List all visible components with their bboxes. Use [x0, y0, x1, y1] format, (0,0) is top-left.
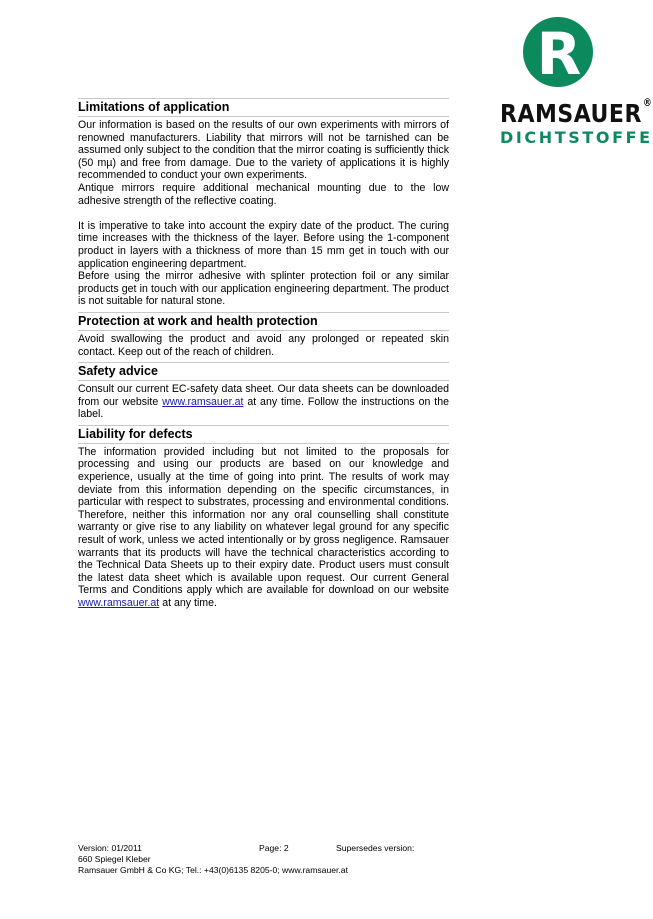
section-health-protection	[78, 312, 449, 358]
paragraph-text: Consult our current EC-safety data sheet. Our data sheets can be downloaded from our website	[78, 383, 449, 408]
document-body	[78, 98, 449, 610]
brand-tagline: DICHTSTOFFE	[500, 128, 653, 147]
paragraph-text: The information provided including but not limited to the proposals for processing and using our products are based on our knowledge and experience, usually at the time of going into print. The results of work may deviate from this information depending on the specific circumstances, in particular with respect to substrates, processing and environmental conditions. Therefore, neither this information nor any oral counselling shall constitute warranty or give rise to any liability on whatever legal ground for any specific result of work, unless we acted intentionally or by gross negligence. Ramsauer warrants that its products will have the technical characteristics according to the Technical Data Sheets up to their expiry date. Product users must consult the latest data sheet which is available upon request. Our current General Terms and Conditions apply which are available for download on our website	[78, 445, 449, 597]
website-link[interactable]: www.ramsauer.at	[78, 597, 160, 609]
brand-name	[500, 97, 653, 129]
paragraph: Our information is based on the results of our own experiments with mirrors of renowned manufacturers. Liability that mirrors will not be tarnished can be assumed only subject to the condition that the mirror coating is sufficiently thick (50 mµ) and free from damage. Due to the variety of applications it is highly recommended to conduct your own experiments.	[78, 119, 449, 182]
footer-version: Version: 01/2011	[78, 843, 142, 853]
paragraph: Avoid swallowing the product and avoid any prolonged or repeated skin contact. Keep out of the reach of children.	[78, 332, 449, 358]
brand-name-text: RAMSAUER	[500, 100, 642, 129]
footer-company: Ramsauer GmbH & Co KG; Tel.: +43(0)6135 8205-0; www.ramsauer.at	[78, 865, 348, 875]
section-title: Safety advice	[78, 362, 449, 381]
paragraph-gap	[78, 207, 449, 220]
section-safety-advice	[78, 362, 449, 421]
section-title: Liability for defects	[78, 425, 449, 444]
footer-product: 660 Spiegel Kleber	[78, 854, 151, 864]
paragraph-text: at any time. Follow the instructions on the label.	[78, 395, 449, 421]
section-title: Protection at work and health protection	[78, 312, 449, 331]
footer-meta-row	[78, 843, 478, 854]
paragraph: Before using the mirror adhesive with splinter protection foil or any similar products get in touch with our application engineering department. The product is not suitable for natural stone.	[78, 270, 449, 308]
footer-supersedes: Supersedes version:	[336, 843, 415, 853]
page-footer	[78, 843, 478, 876]
section-liability	[78, 425, 449, 610]
paragraph: Antique mirrors require additional mechanical mounting due to the low adhesive strength of the reflective coating.	[78, 181, 449, 207]
website-link[interactable]: www.ramsauer.at	[162, 395, 244, 408]
logo-mark-letter: R	[536, 20, 582, 88]
paragraph: It is imperative to take into account the expiry date of the product. The curing time increases with the thickness of the layer. Before using the 1-component product in layers with a thickness of more than 15 mm get in touch with our application engineering department.	[78, 219, 449, 270]
paragraph	[78, 383, 449, 421]
paragraph-text: at any time.	[159, 597, 217, 609]
section-title: Limitations of application	[78, 98, 449, 117]
paragraph	[78, 446, 449, 610]
registered-mark: ®	[642, 97, 653, 110]
section-limitations	[78, 98, 449, 308]
footer-page-number: Page: 2	[259, 843, 289, 853]
ramsauer-logo-icon	[522, 16, 594, 88]
